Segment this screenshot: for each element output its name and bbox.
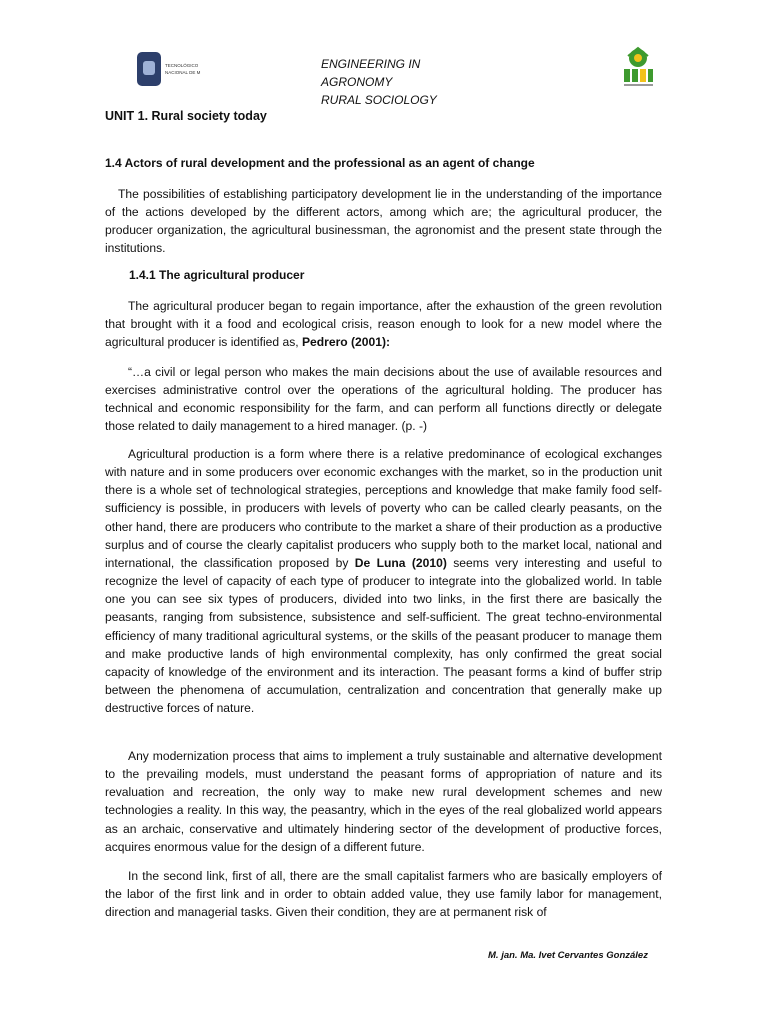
citation-de-luna: De Luna (2010) [354, 555, 447, 570]
unit-title: UNIT 1. Rural society today [105, 109, 267, 123]
quote-paragraph: “…a civil or legal person who makes the main decisions about the use of available resources and exercises administrative control over the operations of the agricultural holding. The producer has technical and economic responsibility for the farm, and can perform all functions directly or delegate those related to daily management to a hired manager. (p. -) [105, 365, 662, 434]
agronomy-logo-icon [620, 46, 656, 90]
paragraph-text: The agricultural producer began to regain importance, after the exhaustion of the green revolution that brought with it a food and ecological crisis, reason enough to look for a new model where the agricultural producer is identified as, [105, 299, 662, 350]
paragraph-modernization: Any modernization process that aims to implement a truly sustainable and alternative development to the prevailing models, must understand the peasant forms of appropriation of nature and its revaluation and recreation, the only way to make new rural development schemes and new technologies a reality. In this way, the peasantry, which in the eyes of the real globalized world appears as an archaic, conservative and ultimately hindering sector of the development of productive forces, acquires enormous value for the design of a different future. [105, 749, 662, 854]
citation-pedrero: Pedrero (2001): [301, 335, 391, 350]
subsection-title: 1.4.1 The agricultural producer [129, 268, 305, 282]
paragraph-producer [105, 297, 662, 351]
paragraph-second-link: In the second link, first of all, there are the small capitalist farmers who are basically employers of the labor of the first link and in order to obtain added value, they use family labor for management, direction and managerial tasks. Given their condition, they are at permanent risk of [105, 869, 662, 920]
paragraph-intro: The possibilities of establishing participatory development lie in the understanding of the importance of the actions developed by the different actors, among which are; the agricultural producer, the producer organization, the agricultural businessman, the agronomist and the present state through the institutions. [105, 187, 662, 256]
logo-text-line1: TECNOLÓGICO [165, 63, 199, 68]
paragraph-production [105, 445, 662, 717]
header-title-line2: AGRONOMY [321, 75, 393, 89]
header-title [321, 55, 437, 109]
institution-logo [137, 52, 217, 86]
gear-logo-icon [137, 52, 161, 86]
header-title-line1: ENGINEERING IN [321, 57, 421, 71]
paragraph-text-before: Agricultural production is a form where there is a relative predominance of ecological exchanges with nature and in some producers over economic exchanges with the market, so in the production unit there is a whole set of technological strategies, perceptions and knowledge that make family food self-sufficiency is possible, in producers with levels of poverty who can be called clearly peasants, on the other hand, there are producers who contribute to the market a share of their production as a productive surplus and of course the clearly capitalist producers who supply both to the market local, national and international, the classification proposed by [105, 447, 662, 570]
footer-author: M. jan. Ma. Ivet Cervantes González [488, 950, 648, 961]
header-title-line3: RURAL SOCIOLOGY [321, 93, 437, 107]
section-title: 1.4 Actors of rural development and the professional as an agent of change [105, 156, 535, 170]
paragraph-text-after: seems very interesting and useful to recognize the level of capacity of each type of producer to integrate into the globalized world. In table one you can see six types of producers, divided into two links, in the first there are basically the peasants, ranging from subsistence, subsistence and self-sufficient. The great techno-environmental efficiency of many traditional agricultural systems, or the skills of the peasant producer to manage them and make productive lands of high environmental complexity, has only confirmed the great social capacity of knowledge of the environment and its interaction. The peasant forms a kind of buffer strip between the phenomena of accumulation, centralization and concentration that generally make up destructive forces of nature. [105, 555, 663, 716]
logo-text-line2: NACIONAL DE M [165, 70, 201, 75]
